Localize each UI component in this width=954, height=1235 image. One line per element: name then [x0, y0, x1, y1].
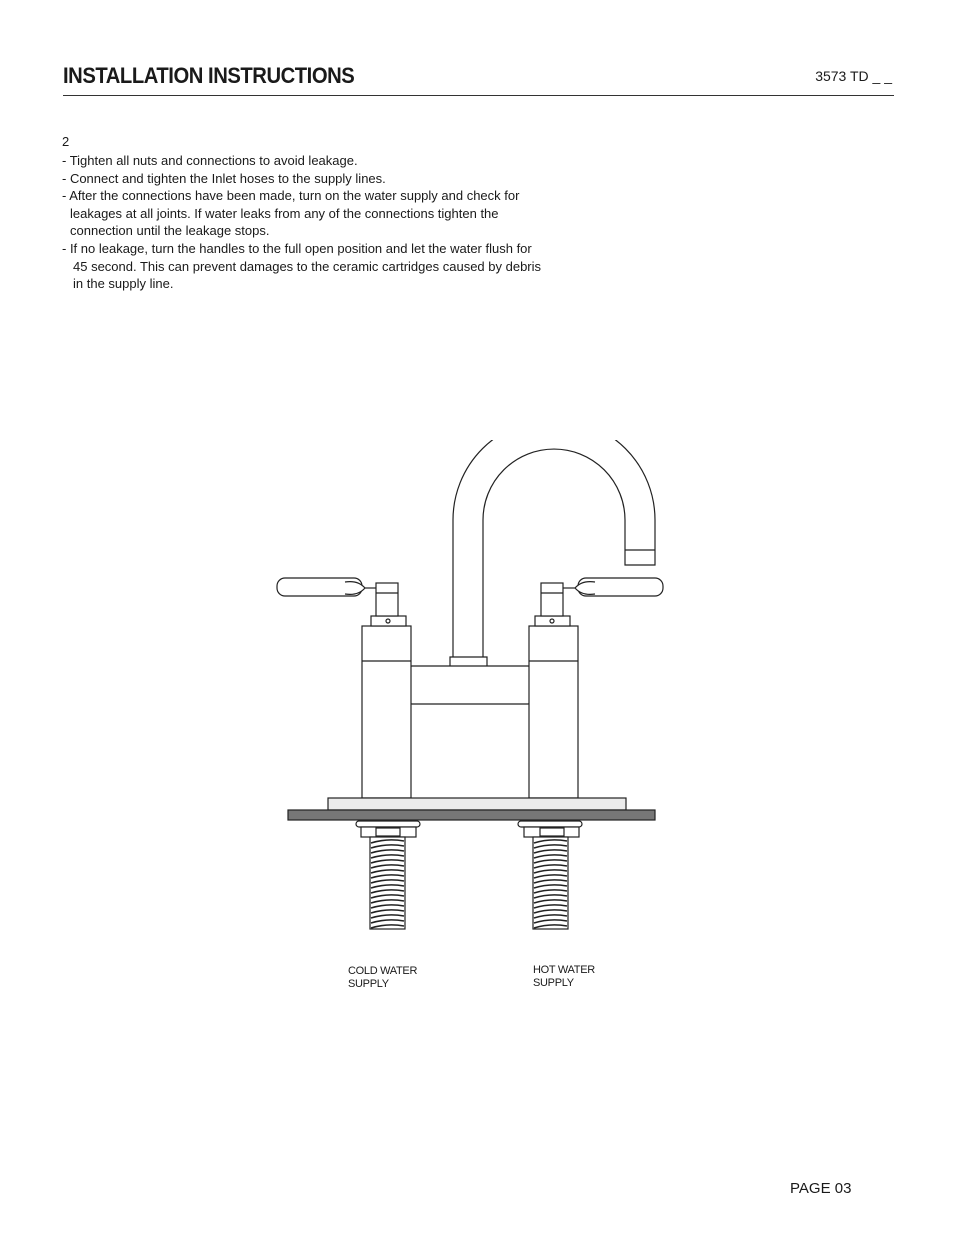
cold-water-label — [348, 965, 417, 991]
cold-column — [362, 626, 411, 798]
header-divider — [63, 95, 894, 96]
bridge-body — [406, 666, 534, 704]
hot-water-label — [533, 964, 595, 990]
faucet-diagram — [270, 440, 670, 940]
model-number: 3573 TD _ _ — [815, 68, 892, 84]
instruction-line: - Tighten all nuts and connections to avoid leakage. — [62, 153, 358, 168]
hot-label-line1: HOT WATER — [533, 964, 595, 976]
instruction-line: in the supply line. — [73, 276, 174, 292]
instruction-line: - Connect and tighten the Inlet hoses to the supply lines. — [62, 170, 386, 186]
cold-label-line2: SUPPLY — [348, 978, 389, 990]
hot-column — [529, 626, 578, 798]
instruction-line: connection until the leakage stops. — [70, 223, 270, 239]
instruction-line: 45 second. This can prevent damages to the ceramic cartridges caused by debris — [73, 258, 542, 274]
deck-plate — [328, 798, 626, 810]
instruction-line: - If no leakage, turn the handles to the full open position and let the water flush for — [62, 240, 532, 256]
countertop — [288, 810, 655, 820]
step-number: 2 — [62, 134, 70, 149]
instruction-list — [62, 152, 582, 293]
page-number: PAGE 03 — [790, 1180, 852, 1197]
page-title: INSTALLATION INSTRUCTIONS — [63, 63, 355, 88]
hot-label-line2: SUPPLY — [533, 977, 574, 989]
cold-label-line1: COLD WATER — [348, 965, 418, 977]
instruction-line: leakages at all joints. If water leaks from any of the connections tighten the — [70, 205, 499, 221]
instruction-line: - After the connections have been made, turn on the water supply and check for — [62, 188, 520, 204]
